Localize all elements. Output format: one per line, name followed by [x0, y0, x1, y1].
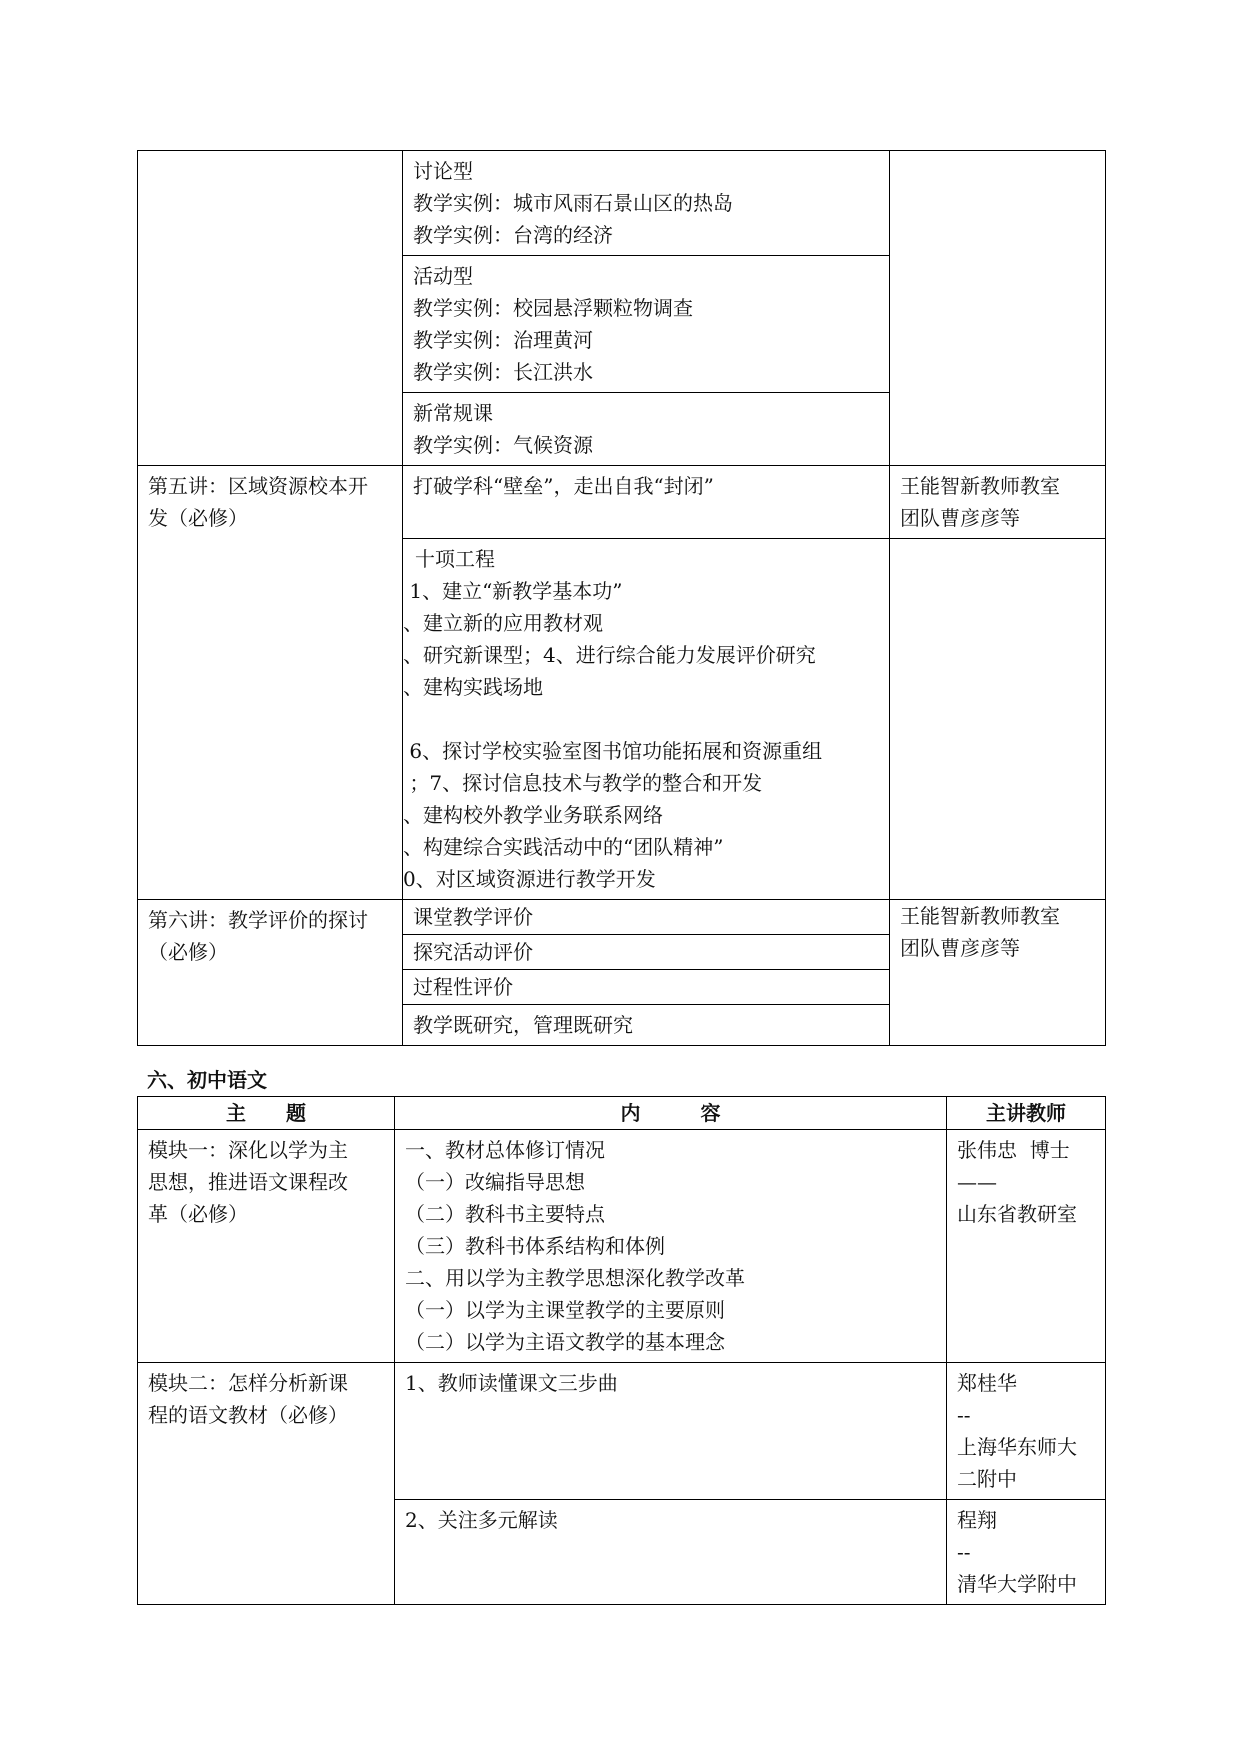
- content-line: 讨论型: [413, 159, 473, 183]
- table-row: [138, 466, 1106, 539]
- content-line: （二）以学为主语文教学的基本理念: [405, 1330, 725, 1354]
- content-line: （三）教科书体系结构和体例: [405, 1234, 665, 1258]
- table-row: [138, 1363, 1106, 1500]
- teacher-cell: [890, 151, 1106, 466]
- content-line: 、建立新的应用教材观: [403, 611, 603, 635]
- topic-cell-module2: [138, 1363, 395, 1605]
- column-header-content: 内 容: [395, 1097, 947, 1130]
- content-line: 活动型: [413, 264, 473, 288]
- content-line: （一）以学为主课堂教学的主要原则: [405, 1298, 725, 1322]
- content-line: 0、对区域资源进行教学开发: [403, 867, 656, 891]
- content-line: ；7、探讨信息技术与教学的整合和开发: [403, 771, 763, 795]
- content-line: （一）改编指导思想: [405, 1170, 585, 1194]
- content-cell: [403, 935, 890, 970]
- teacher-line: --: [957, 1403, 971, 1427]
- content-line: 教学实例：治理黄河: [413, 328, 593, 352]
- teacher-line: --: [957, 1540, 971, 1564]
- content-cell: [403, 970, 890, 1005]
- content-line: （二）教科书主要特点: [405, 1202, 605, 1226]
- content-cell: [403, 900, 890, 935]
- content-cell: [403, 466, 890, 539]
- topic-line: 革（必修）: [148, 1202, 248, 1226]
- topic-line: 第五讲：区域资源校本开: [148, 474, 368, 498]
- teacher-line: 山东省教研室: [957, 1202, 1077, 1226]
- table-header-row: [138, 1097, 1106, 1130]
- content-line: 教学实例：台湾的经济: [413, 223, 613, 247]
- content-line: 1、建立“新教学基本功”: [403, 579, 623, 603]
- curriculum-table-chinese: [137, 1096, 1106, 1605]
- content-cell: [395, 1130, 947, 1363]
- content-line: 教学实例：城市风雨石景山区的热岛: [413, 191, 733, 215]
- teacher-cell: [890, 539, 1106, 900]
- content-line: 、构建综合实践活动中的“团队精神”: [403, 835, 724, 859]
- teacher-cell: [947, 1500, 1106, 1605]
- teacher-line: 张伟忠 博士: [957, 1138, 1070, 1162]
- content-line: 教学既研究，管理既研究: [413, 1013, 633, 1037]
- teacher-cell: [947, 1130, 1106, 1363]
- teacher-line: 王能智新教师教室: [900, 904, 1060, 928]
- table-row: [138, 151, 1106, 256]
- topic-line: 发（必修）: [148, 506, 248, 530]
- topic-line: 模块二：怎样分析新课: [148, 1371, 348, 1395]
- content-line: 教学实例：长江洪水: [413, 360, 593, 384]
- teacher-line: 郑桂华: [957, 1371, 1017, 1395]
- teacher-line: 团队曹彦彦等: [900, 506, 1020, 530]
- teacher-line: 王能智新教师教室: [900, 474, 1060, 498]
- topic-cell-lecture5: [138, 466, 403, 900]
- content-line: 探究活动评价: [413, 940, 533, 964]
- content-line: 打破学科“壁垒”，走出自我“封闭”: [413, 474, 714, 498]
- teacher-cell: [947, 1363, 1106, 1500]
- content-line: 新常规课: [413, 401, 493, 425]
- teacher-line: 程翔: [957, 1508, 997, 1532]
- topic-line: 模块一：深化以学为主: [148, 1138, 348, 1162]
- content-line: 6、探讨学校实验室图书馆功能拓展和资源重组: [403, 739, 823, 763]
- column-header-topic: 主 题: [138, 1097, 395, 1130]
- topic-cell-lecture6: [138, 900, 403, 1046]
- content-line: 、研究新课型；4、进行综合能力发展评价研究: [403, 643, 816, 667]
- teacher-cell: [890, 466, 1106, 539]
- content-cell: [403, 1005, 890, 1046]
- content-line: 过程性评价: [413, 975, 513, 999]
- teacher-line: 上海华东师大: [957, 1435, 1077, 1459]
- topic-cell: [138, 151, 403, 466]
- topic-line: 程的语文教材（必修）: [148, 1403, 348, 1427]
- teacher-line: ——: [957, 1170, 997, 1194]
- teacher-line: 团队曹彦彦等: [900, 936, 1020, 960]
- topic-line: 思想，推进语文课程改: [148, 1170, 348, 1194]
- content-line: 十项工程: [415, 547, 495, 571]
- content-line: 一、教材总体修订情况: [405, 1138, 605, 1162]
- teacher-cell: [890, 900, 1106, 1046]
- table-row: [138, 900, 1106, 935]
- content-line: 教学实例：校园悬浮颗粒物调查: [413, 296, 693, 320]
- topic-cell-module1: [138, 1130, 395, 1363]
- content-line: 2、关注多元解读: [405, 1508, 558, 1532]
- content-line: 课堂教学评价: [413, 905, 533, 929]
- curriculum-table-geography: [137, 150, 1106, 1046]
- content-cell-regular: [403, 393, 890, 466]
- blank-line: [403, 703, 879, 735]
- content-cell: [395, 1363, 947, 1500]
- content-cell-activity: [403, 256, 890, 393]
- content-line: 教学实例：气候资源: [413, 433, 593, 457]
- column-header-teacher: 主讲教师: [947, 1097, 1106, 1130]
- content-cell: [395, 1500, 947, 1605]
- section-heading: 六、初中语文: [147, 1068, 267, 1092]
- topic-line: （必修）: [148, 940, 228, 964]
- table-row: [138, 1130, 1106, 1363]
- topic-line: 第六讲：教学评价的探讨: [148, 908, 368, 932]
- content-cell-ten-projects: [403, 539, 890, 900]
- content-line: 、建构校外教学业务联系网络: [403, 803, 663, 827]
- teacher-line: 二附中: [957, 1467, 1017, 1491]
- content-line: 、建构实践场地: [403, 675, 543, 699]
- teacher-line: 清华大学附中: [957, 1572, 1077, 1596]
- content-line: 1、教师读懂课文三步曲: [405, 1371, 618, 1395]
- content-cell-discussion: [403, 151, 890, 256]
- content-line: 二、用以学为主教学思想深化教学改革: [405, 1266, 745, 1290]
